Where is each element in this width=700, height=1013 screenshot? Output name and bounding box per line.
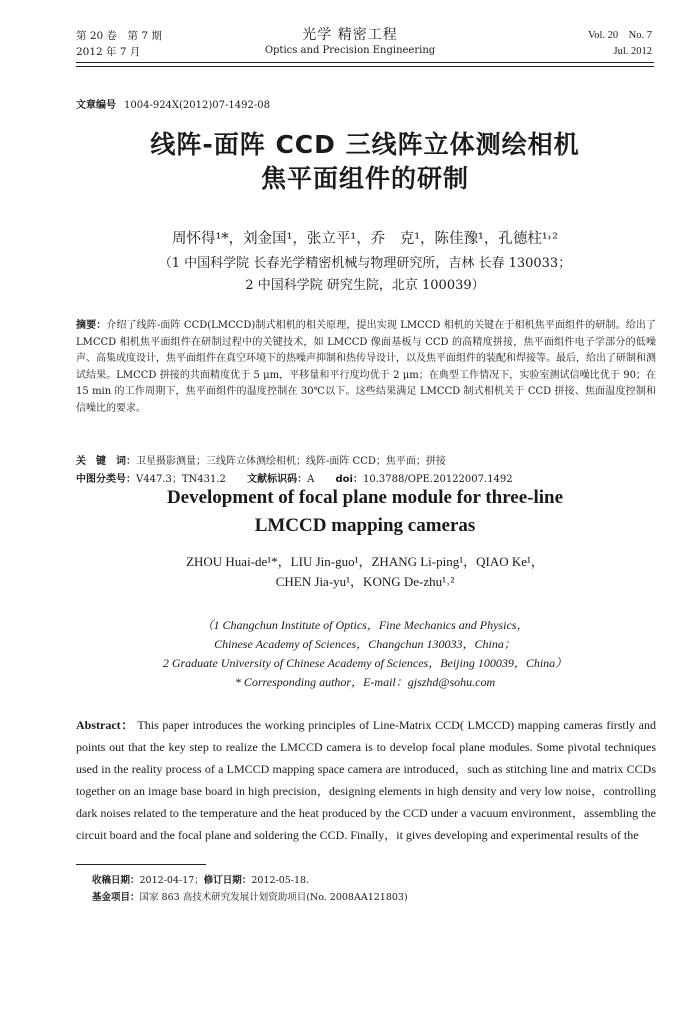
doi-value: 10.3788/OPE.20122007.1492 (362, 474, 513, 485)
title-en-line2: LMCCD mapping cameras (254, 515, 476, 536)
header-right (588, 28, 652, 60)
volume-issue: 第 20 卷 第 7 期 (76, 30, 162, 42)
doi-label: doi： (335, 474, 363, 485)
revised-value: 2012-05-18. (251, 875, 310, 886)
affiliation-en-line1: （1 Changchun Institute of Optics，Fine Mechanics and Physics， (201, 618, 529, 632)
footnote-fund (92, 891, 408, 905)
received-value: 2012-04-17； (139, 875, 204, 886)
corresponding-author: * Corresponding author，E-mail：gjszhd@sohu.com (234, 675, 496, 689)
header-left (76, 28, 162, 60)
doc-code-label: 文献标识码： (247, 474, 308, 485)
doc-code-value: A (307, 474, 315, 485)
header-rule-thick (76, 62, 654, 63)
clc-label: 中图分类号： (76, 474, 136, 485)
keywords-zh (76, 452, 446, 467)
received-label: 收稿日期： (92, 875, 140, 886)
header-rule-thin (76, 66, 654, 67)
journal-name-en: Optics and Precision Engineering (264, 45, 436, 56)
affiliation-en-line3: 2 Graduate University of Chinese Academy of Sciences，Beijing 100039，China） (162, 656, 568, 670)
title-en (76, 484, 654, 540)
affiliations-en (76, 616, 654, 692)
abstract-zh (76, 318, 656, 418)
abstract-en (76, 714, 656, 846)
title-en-line1: Development of focal plane module for three-line (166, 487, 564, 508)
publication-date: 2012 年 7 月 (76, 46, 141, 58)
header-center (220, 26, 480, 58)
affiliation-zh-line2: 2 中国科学院 研究生院，北京 100039） (245, 278, 485, 293)
article-number (76, 96, 270, 111)
authors-en-line1: ZHOU Huai-de¹*，LIU Jin-guo¹，ZHANG Li-ping¹，QIAO Ke¹， (186, 554, 544, 569)
keywords-zh-text: 卫星摄影测量；三线阵立体测绘相机；线阵-面阵 CCD；焦平面；拼接 (136, 456, 446, 467)
article-number-label: 文章编号 (76, 100, 116, 111)
journal-name-zh: 光学 精密工程 (302, 27, 398, 43)
title-zh-line2: 焦平面组件的研制 (260, 164, 469, 193)
title-zh-line1: 线阵-面阵 CCD 三线阵立体测绘相机 (150, 130, 580, 159)
authors-en (76, 552, 654, 592)
abstract-zh-text: 介绍了线阵-面阵 CCD(LMCCD)制式相机的相关原理，提出实现 LMCCD 相机的关键在于相机焦平面组件的研制。给出了 LMCCD 相机焦平面组件在研制过程中的关键技术，如 LMCCD 像面基板与 CCD 的高精度拼接，焦平面组件电子学部分的低噪声、高集成度设计，焦平面组件在真空环境下的热噪声抑制和热传导设计，以及焦平面组件的装配和焊接等。最后，给出了研制和测试结果。LMCCD 拼接的共面精度优于 5 μm，平移量和平行度均优于 2 μm；在典型工作情况下，实验室测试信噪比优于 90；在 15 min 的工作周期下，焦平面组件的温度控制在 30℃以下。这些结果满足 LMCCD 制式相机关于 CCD 拼接、焦面温度控制和信噪比的要求。 (76, 320, 656, 414)
authors-en-line2: CHEN Jia-yu¹，KONG De-zhu¹˒² (275, 574, 455, 589)
article-number-value: 1004-924X(2012)07-1492-08 (124, 100, 270, 111)
affiliations-zh (76, 253, 654, 297)
publication-date-en: Jul. 2012 (613, 46, 652, 57)
footnote-dates (92, 874, 309, 888)
abstract-en-label: Abstract： (76, 718, 134, 732)
fund-label: 基金项目： (92, 892, 140, 903)
footnote-rule (76, 864, 206, 865)
affiliation-zh-line1: （1 中国科学院 长春光学精密机械与物理研究所，吉林 长春 130033； (158, 256, 572, 271)
volume-issue-en: Vol. 20 No. 7 (588, 30, 652, 41)
abstract-zh-label: 摘要： (76, 320, 107, 331)
title-zh (76, 128, 654, 196)
clc-value: V447.3；TN431.2 (136, 474, 226, 485)
revised-label: 修订日期： (203, 875, 252, 886)
fund-value: 国家 863 高技术研究发展计划资助项目(No. 2008AA121803) (139, 892, 408, 903)
abstract-en-text: This paper introduces the working principles of Line-Matrix CCD( LMCCD) mapping cameras firstly and points out that the key step to realize the LMCCD camera is to develop focal plane modules. Some pivotal techniques used in the reality process of a LMCCD mapping space camera are introduced，such as stitching line and matrix CCDs together on an image base board in high precision，designing elements in high density and very low noise，controlling dark noises related to the temperature and the heat produced by the CCD under a vacuum environment，assembling the circuit board and the focal plane and soldering the CCD. Finally，it gives developing and experimental results of the (76, 718, 656, 842)
keywords-zh-label: 关 键 词： (76, 456, 136, 467)
classification-line (76, 470, 531, 485)
authors-zh: 周怀得¹*，刘金国¹，张立平¹，乔 克¹，陈佳豫¹，孔德柱¹˒² (172, 231, 558, 247)
affiliation-en-line2: Chinese Academy of Sciences，Changchun 130033，China； (214, 637, 516, 651)
